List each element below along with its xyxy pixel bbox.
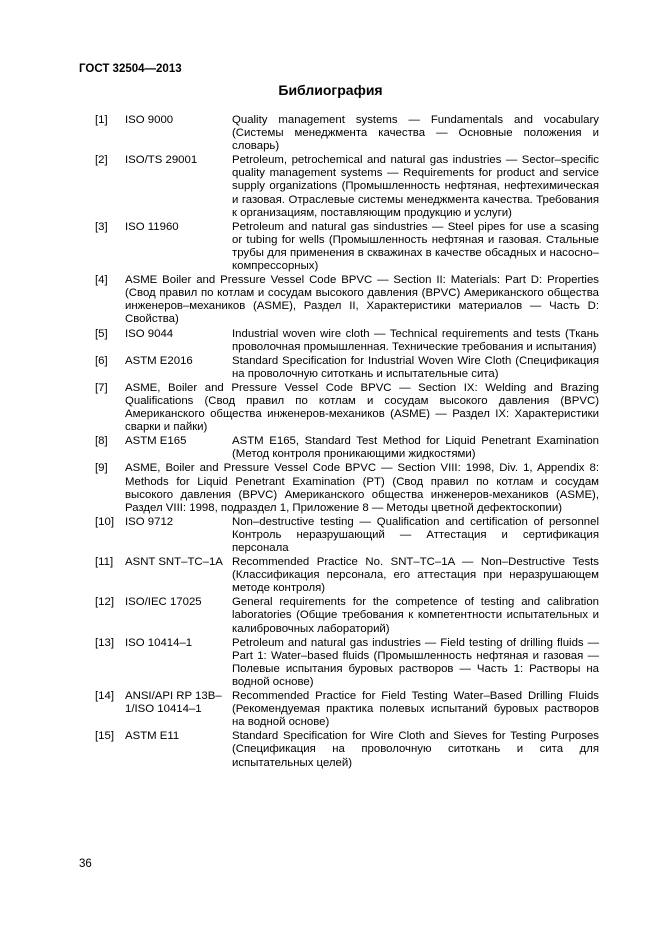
entry-text: General requirements for the competence of testing and calibration laboratories (Общие требования к компетентности испытательных и калибровочных лабораторий) bbox=[232, 596, 599, 635]
entry-number: [14] bbox=[95, 690, 114, 703]
entry-code: ASTM E11 bbox=[125, 730, 180, 743]
entry-text: Petroleum, petrochemical and natural gas industries — Sector–specific quality management systems — Requirements for product and service supply organizations (Промышленность нефтяная, нефтехимическая и газовая. Отраслевые системы менеджмента качества. Требования к организациям, поставляющим продукцию и услуги) bbox=[232, 154, 599, 219]
entry-code: ISO 9044 bbox=[125, 327, 174, 340]
bibliography-entry-11 bbox=[95, 556, 599, 595]
page-number: 36 bbox=[79, 858, 92, 870]
entry-code: ASNT SNT–TC–1A bbox=[125, 556, 223, 569]
entry-number: [13] bbox=[95, 636, 114, 649]
page-title: Библиография bbox=[278, 82, 383, 98]
entry-code: ISO/TS 29001 bbox=[125, 154, 198, 167]
entry-code: ISO 9000 bbox=[125, 114, 174, 126]
entry-text: Recommended Practice No. SNT–TC–1A — Non–Destructive Tests (Классификация персонала, его аттестация при неразрушающем методе контроля) bbox=[232, 556, 599, 595]
entry-text: Standard Specification for Wire Cloth and Sieves for Testing Purposes (Спецификация на проволочную ситоткань и сита для испытательных целей) bbox=[232, 730, 599, 769]
entry-text: Standard Specification for Industrial Woven Wire Cloth (Спецификация на проволочную ситоткань и испытательные сита) bbox=[232, 354, 599, 380]
bibliography-entry-7 bbox=[95, 382, 599, 434]
entry-number: [10] bbox=[95, 515, 114, 528]
entry-number: [9] bbox=[95, 462, 108, 475]
entry-number: [15] bbox=[95, 730, 114, 743]
bibliography-entry-9 bbox=[95, 462, 599, 514]
bibliography-entry-2 bbox=[95, 154, 599, 219]
entry-code: ANSI/API RP 13B–1/ISO 10414–1 bbox=[125, 690, 222, 716]
entry-text: ASTM E165, Standard Test Method for Liquid Penetrant Examination (Метод контроля проникающими жидкостями) bbox=[232, 435, 599, 461]
bibliography-entry-8 bbox=[95, 435, 599, 461]
bibliography-entry-13 bbox=[95, 637, 599, 689]
bibliography-entry-14 bbox=[95, 690, 599, 729]
document-code: ГОСТ 32504—2013 bbox=[79, 63, 182, 75]
entry-text: Quality management systems — Fundamentals and vocabulary (Системы менеджмента качества — Основные положения и словарь) bbox=[232, 114, 599, 153]
bibliography-list bbox=[95, 114, 599, 771]
entry-code: ASTM E2016 bbox=[125, 354, 193, 367]
entry-text: ASME, Boiler and Pressure Vessel Code BPVC — Section VIII: 1998, Div. 1, Appendix 8: Methods for Liquid Penetrant Examination (PT) (Свод правил по котлам и сосудам высокого давления (BPVC) Американского общества инженеров-механиков (ASME), Раздел VIII: 1998, подраздел 1, Приложение 8 — Методы цветной дефектоскопии) bbox=[125, 462, 599, 514]
bibliography-entry-15 bbox=[95, 730, 599, 769]
entry-number: [5] bbox=[95, 327, 108, 340]
entry-text: Petroleum and natural gas sindustries — Steel pipes for use a scasing or tubing for wells (Промышленность нефтяная и газовая. Стальные трубы для применения в скважинах в качестве обсадных и насосно–компрессорных) bbox=[232, 220, 599, 273]
entry-text: Petroleum and natural gas industries — Field testing of drilling fluids — Part 1: Water–based fluids (Промышленность нефтяная и газовая — Полевые испытания буровых растворов — Часть 1: Растворы на водной основе) bbox=[232, 636, 599, 688]
entry-code: ISO 10414–1 bbox=[125, 636, 193, 649]
entry-number: [11] bbox=[95, 556, 114, 569]
bibliography-entry-5 bbox=[95, 328, 599, 354]
entry-number: [4] bbox=[95, 274, 108, 287]
entry-code: ISO 11960 bbox=[125, 220, 179, 233]
bibliography-entry-4 bbox=[95, 274, 599, 326]
entry-number: [8] bbox=[95, 435, 108, 448]
entry-number: [3] bbox=[95, 220, 108, 233]
entry-text: ASME Boiler and Pressure Vessel Code BPVC — Section II: Materials: Part D: Properties (Свод правил по котлам и сосудам высокого давления (BPVC) Американского общества инженеров–механиков (ASME), Раздел II, Характеристики материалов — Часть D: Свойства) bbox=[125, 274, 599, 326]
bibliography-entry-12 bbox=[95, 596, 599, 635]
entry-number: [12] bbox=[95, 596, 114, 609]
entry-code: ISO/IEC 17025 bbox=[125, 596, 202, 609]
entry-number: [2] bbox=[95, 154, 108, 167]
entry-number: [6] bbox=[95, 354, 108, 367]
entry-number: [7] bbox=[95, 381, 108, 394]
bibliography-entry-1 bbox=[95, 114, 599, 153]
entry-text: Non–destructive testing — Qualification and certification of personnel Контроль неразрушающий — Аттестация и сертификация персонала bbox=[232, 515, 599, 554]
bibliography-entry-3 bbox=[95, 221, 599, 273]
entry-code: ASTM E165 bbox=[125, 435, 187, 448]
entry-code: ISO 9712 bbox=[125, 515, 174, 528]
entry-text: ASME, Boiler and Pressure Vessel Code BPVC — Section IX: Welding and Brazing Qualifications (Свод правил по котлам и сосудам высокого давления (BPVC) Американского общества инженеров-механиков (ASME) — Раздел IX: Характеристики сварки и пайки) bbox=[125, 381, 599, 434]
bibliography-entry-10 bbox=[95, 516, 599, 555]
entry-text: Industrial woven wire cloth — Technical requirements and tests (Ткань проволочная промышленная. Технические требования и испытания) bbox=[232, 327, 599, 353]
entry-number: [1] bbox=[95, 114, 108, 126]
entry-text: Recommended Practice for Field Testing Water–Based Drilling Fluids (Рекомендуемая практика полевых испытаний буровых растворов на водной основе) bbox=[232, 690, 599, 729]
bibliography-entry-6 bbox=[95, 355, 599, 381]
